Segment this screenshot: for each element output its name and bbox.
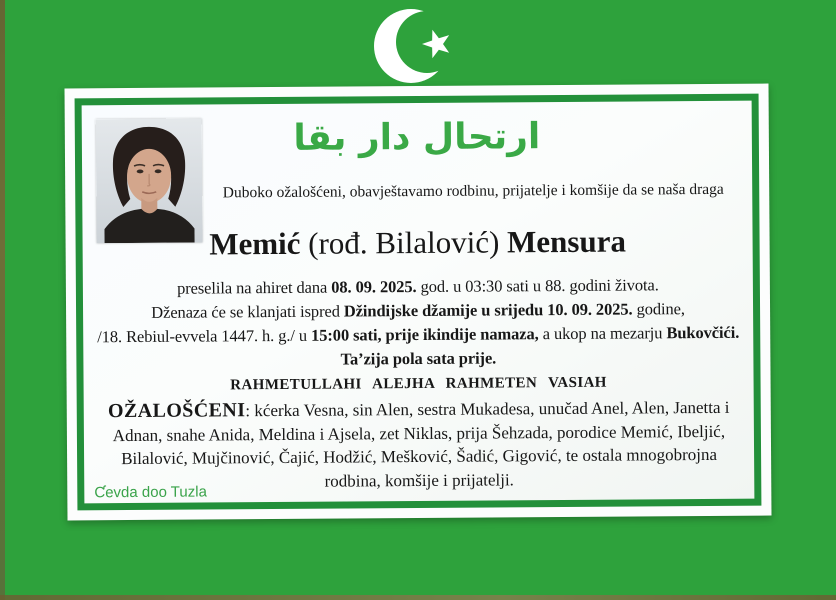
notice-line-4: Ta’zija pola sata prije. [340, 348, 497, 369]
photo-edge-bottom [0, 595, 836, 600]
obituary-card-inner [75, 94, 762, 511]
mourners-paragraph [97, 396, 742, 494]
intro-line: Duboko ožalošćeni, obavještavamo rodbinu, prijatelje i komšije da se naša draga [222, 180, 724, 202]
portrait-photo-image [96, 119, 203, 244]
notice-line-1: preselila na ahiret dana 08. 09. 2025. god. u 03:30 sati u 88. godini života. [176, 275, 659, 298]
photo-edge-left [0, 0, 5, 600]
funeral-notice [95, 273, 742, 374]
deceased-maiden-name: (rođ. Bilalović) [308, 224, 500, 261]
publisher-logo: Ƈevda doo Tuzla [94, 483, 207, 502]
crescent-star-graphic [368, 3, 468, 89]
notice-line-2: Dženaza će se klanjati ispred Džindijske džamije u srijedu 10. 09. 2025. godine, [151, 299, 685, 322]
notice-line-3: /18. Rebiul-evvela 1447. h. g./ u 15:00 sati, prije ikindije namaza, a ukop na mezarju Bukovčići. [97, 322, 740, 347]
deceased-surname: Memić [209, 225, 301, 262]
arabic-calligraphy: ارتحال دار بقا [293, 116, 541, 159]
rahmet-line: RAHMETULLAHI ALEJHA RAHMETEN VASIAH [230, 374, 607, 394]
mourners-label: OŽALOŠĆENI [107, 399, 246, 423]
mourners-colon: : [245, 401, 255, 421]
mourners-list: kćerka Vesna, sin Alen, sestra Mukadesa, unučad Anel, Alen, Janetta i Adnan, snahe Anida, Meldina i Ajsela, zet Niklas, prija Šehzada, porodice Memić, Ibeljić, Bilalović, Mujčinović, Čajić, Hodžić, Mešković, Šadić, Gigović, te ostala mnogobrojna rodbina, komšije i prijatelji. [112, 397, 730, 491]
obituary-card [65, 84, 772, 521]
portrait-photo [96, 119, 203, 244]
crescent-and-star-icon [368, 3, 468, 89]
deceased-first-name: Mensura [506, 223, 627, 260]
